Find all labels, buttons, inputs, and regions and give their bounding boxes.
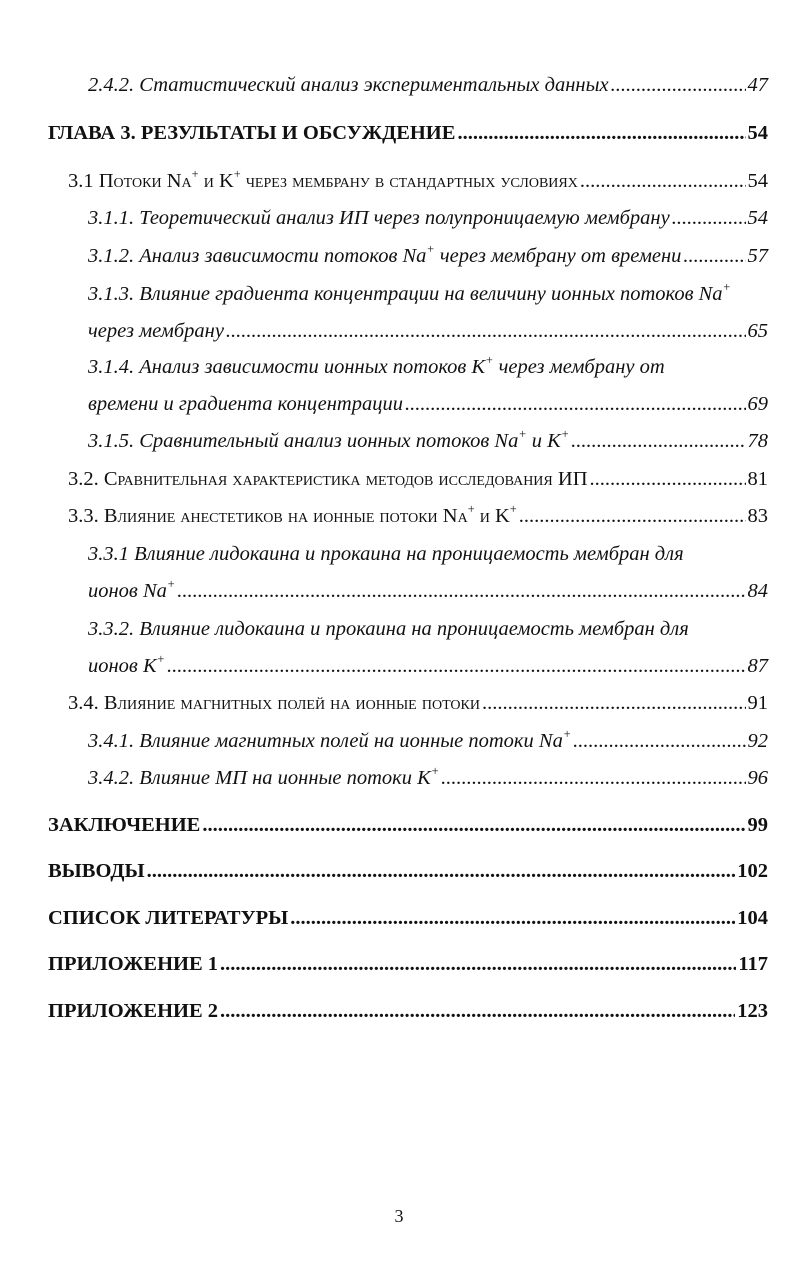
toc-entry-3-3-2 [88,616,768,642]
toc-page-number: 96 [747,767,768,789]
toc-entry-title: 3.1 Потоки Na+ и K+ через мембрану в стандартных условиях [68,166,578,192]
toc-leader-dots [220,998,735,1024]
toc-entry-3-1-3-continued [88,318,768,344]
toc-entry-3-3 [68,503,768,529]
toc-page-number: 92 [747,730,768,752]
toc-entry-title: ЗАКЛЮЧЕНИЕ [48,814,201,836]
toc-leader-dots [571,428,745,454]
toc-entry-title: 3.3. Влияние анестетиков на ионные потоки Na+ и K+ [68,501,517,527]
toc-entry-appendix-2 [48,998,768,1024]
toc-entry-title: 3.1.5. Сравнительный анализ ионных потоков Na+ и K+ [88,426,570,452]
toc-leader-dots [220,951,736,977]
toc-leader-dots [441,765,745,791]
toc-entry-3-3-1 [88,541,768,567]
toc-leader-dots [672,205,746,231]
toc-entry-appendix-1 [48,951,768,977]
toc-entry-3-4 [68,690,768,716]
toc-page-number: 69 [747,393,768,415]
toc-entry-2-4-2 [88,72,768,98]
toc-page-number: 65 [747,320,768,342]
toc-entry-references [48,905,768,931]
toc-page-number: 102 [737,860,768,882]
toc-leader-dots [519,503,746,529]
toc-page-number: 54 [747,122,768,144]
toc-entry-title: 3.4.2. Влияние МП на ионные потоки K+ [88,763,440,789]
toc-entry-3-1 [68,168,768,194]
toc-entry-title: 3.1.3. Влияние градиента концентрации на величину ионных потоков Na+ [88,279,731,305]
toc-leader-dots [457,120,745,146]
toc-page-number: 91 [747,692,768,714]
toc-entry-3-3-1-continued [88,578,768,604]
toc-entry-title: СПИСОК ЛИТЕРАТУРЫ [48,907,289,929]
toc-page-number: 57 [747,245,768,267]
toc-leader-dots [580,168,746,194]
toc-page-number: 117 [738,953,768,975]
toc-entry-3-1-2 [88,243,768,269]
toc-entry-title: времени и градиента концентрации [88,393,403,415]
toc-entry-chapter-3 [48,120,768,146]
toc-page-number: 47 [747,74,768,96]
toc-entry-title: 3.1.2. Анализ зависимости потоков Na+ через мембрану от времени [88,241,682,267]
toc-page-number: 54 [747,207,768,229]
toc-page-number: 123 [737,1000,768,1022]
toc-page-number: 81 [747,468,768,490]
toc-page-number: 84 [747,580,768,602]
toc-entry-3-1-4-continued [88,391,768,417]
toc-page-number: 83 [747,505,768,527]
toc-entry-3-1-1 [88,205,768,231]
toc-leader-dots [683,243,745,269]
toc-entry-title: 3.4. Влияние магнитных полей на ионные потоки [68,692,480,714]
toc-entry-conclusion [48,812,768,838]
toc-entry-title: ГЛАВА 3. РЕЗУЛЬТАТЫ И ОБСУЖДЕНИЕ [48,122,456,144]
toc-entry-title: 3.3.1 Влияние лидокаина и прокаина на проницаемость мембран для [88,543,684,565]
toc-entry-3-1-3 [88,281,768,307]
toc-entry-title: 3.1.1. Теоретический анализ ИП через полупроницаемую мембрану [88,207,670,229]
toc-entry-3-4-1 [88,728,768,754]
toc-leader-dots [177,578,745,604]
toc-entry-3-1-4 [88,354,768,380]
toc-leader-dots [290,905,735,931]
toc-leader-dots [573,728,745,754]
toc-leader-dots [590,466,746,492]
toc-entry-title: 2.4.2. Статистический анализ экспериментальных данных [88,74,609,96]
toc-leader-dots [482,690,746,716]
toc-entry-title: 3.1.4. Анализ зависимости ионных потоков K+ через мембрану от [88,352,665,378]
toc-entry-3-4-2 [88,765,768,791]
toc-page-number: 104 [737,907,768,929]
toc-page-number: 54 [747,170,768,192]
toc-entry-title: ионов Na+ [88,576,176,602]
toc-entry-title: ионов K+ [88,651,165,677]
toc-entry-title: 3.3.2. Влияние лидокаина и прокаина на проницаемость мембран для [88,618,689,640]
toc-leader-dots [611,72,746,98]
toc-entry-title: ПРИЛОЖЕНИЕ 1 [48,953,219,975]
toc-page-number: 87 [747,655,768,677]
toc-leader-dots [226,318,746,344]
toc-entry-3-1-5 [88,428,768,454]
toc-entry-title: через мембрану [88,320,224,342]
toc-leader-dots [167,653,746,679]
toc-page-number: 99 [747,814,768,836]
page-number: 3 [394,1206,404,1226]
toc-leader-dots [147,858,736,884]
toc-entry-title: 3.2. Сравнительная характеристика методов исследования ИП [68,468,588,490]
toc-entry-3-3-2-continued [88,653,768,679]
toc-entry-title: ВЫВОДЫ [48,860,145,882]
toc-entry-3-2 [68,466,768,492]
toc-leader-dots [202,812,745,838]
toc-entry-title: ПРИЛОЖЕНИЕ 2 [48,1000,219,1022]
toc-entry-title: 3.4.1. Влияние магнитных полей на ионные потоки Na+ [88,726,572,752]
toc-leader-dots [405,391,746,417]
toc-entry-findings [48,858,768,884]
toc-page-number: 78 [747,430,768,452]
